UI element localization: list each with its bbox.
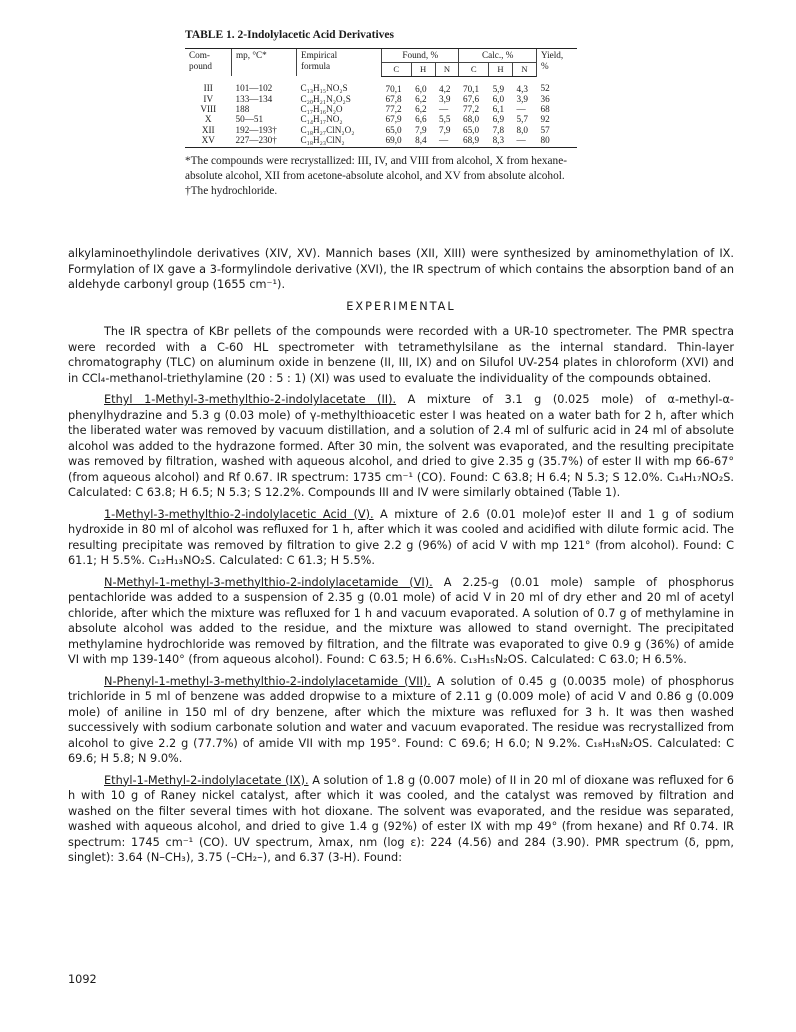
intro-paragraph: alkylaminoethylindole derivatives (XIV, XV). Mannich bases (XII, XIII) were synthesized by aminomethylation of IX. Formylation of IX gave a 3-formylindole derivative (XVI), the IR spectrum of which contains the absorption band of an aldehyde carbonyl group (1655 cm⁻¹). <box>68 247 734 291</box>
table-cell: 7,8 <box>492 124 505 135</box>
table-cell: 65,0 <box>385 124 402 135</box>
header-calc: Calc., % <box>459 48 537 62</box>
table-cell: 133—134 <box>235 93 273 104</box>
table-cell: 192—193† <box>235 124 277 135</box>
header-yield: Yield, % <box>537 48 578 76</box>
paragraph-body: A mixture of 3.1 g (0.025 mole) of α-methyl-α-phenylhydrazine and 5.3 g (0.03 mole) of γ-methylthioacetic ester I was heated on a water bath for 2 h, after which the liberated water was removed by vacuum distillation, and a solution of 2.4 ml of sulfuric acid in 24 ml of absolute alcohol was added to the hydrazone formed. After 30 min, the solvent was evaporated, and the resulting precipitate was removed by filtration, washed with aqueous alcohol, and dried to give 2.35 g (35.7%) of ester II with mp 66-67° (from aqueous alcohol) and Rf 0.67. IR spectrum: 1735 cm⁻¹ (CO). Found: C 63.8; H 6.4; N 5.3; S 12.0%. C₁₄H₁₇NO₂S. Calculated: C 63.8; H 6.5; N 5.3; S 12.2%. Compounds III and IV were similarly obtained (Table 1). <box>68 393 734 499</box>
footnote-hydrochloride: †The hydrochloride. <box>185 185 278 198</box>
table-cell: — <box>435 135 459 148</box>
paragraph-title: Ethyl 1-Methyl-3-methylthio-2-indolylacetate (II). <box>104 393 397 406</box>
table-cell: 68,0 <box>462 114 480 125</box>
table-cell: 68,9 <box>459 135 489 148</box>
table-cell: XV <box>185 135 232 148</box>
table-cell: 6,2 <box>415 93 427 104</box>
table-cell: 3,9 <box>439 93 451 104</box>
table-cell: 70,1 <box>385 83 402 94</box>
header-mp: mp, °C* <box>232 48 297 76</box>
table-cell: 4,3 <box>516 83 528 94</box>
table-cell: 4,2 <box>439 83 451 94</box>
table-cell: 7,9 <box>439 124 451 135</box>
table-cell: 6,9 <box>492 114 505 125</box>
table-cell: 101—102 <box>235 83 273 94</box>
paragraph-title: N-Methyl-1-methyl-3-methylthio-2-indolylacetamide (VI). <box>104 575 433 589</box>
table-cell: 80 <box>537 135 578 148</box>
table-cell: 3,9 <box>516 93 528 104</box>
header-calc-n: N <box>513 62 537 76</box>
paragraph-compound-vii <box>68 674 734 767</box>
table-cell: 188 <box>235 104 250 115</box>
table-cell: — <box>516 104 526 115</box>
table-cell: 8,3 <box>489 135 513 148</box>
table-cell: 57 <box>540 124 550 135</box>
paragraph-body: A solution of 0.45 g (0.0035 mole) of phosphorus trichloride in 5 ml of benzene was added dropwise to a mixture of 2.11 g (0.009 mole) of acid V and 0.86 g (0.009 mole) of aniline in 150 ml of dry benzene, after which the mixture was refluxed for 3 h. It was then washed successively with sodium carbonate solution and water and vacuum evaporated. The residue was recrystallized from alcohol to give 2.2 g (77.7%) of amide VII with mp 195°. Found: C 69.6; H 6.0; N 9.2%. C₁₈H₁₈N₂OS. Calculated: C 69.6; H 5.8; N 9.0%. <box>68 674 734 765</box>
table-cell: 5,7 <box>516 114 528 125</box>
table-cell: 6,0 <box>492 93 505 104</box>
paragraph-body: A 2.25-g (0.01 mole) sample of phosphorus pentachloride was added to a suspension of 2.35 g (0.01 mole) of acid V in 20 ml of dry ether and 20 ml of acetyl chloride, after which the mixture was refluxed for 1 h and vacuum evaporated. A solution of 0.7 g of methylamine in absolute alcohol was added to the residue, and the mixture was allowed to stand overnight. The precipitated methylamine hydrochloride was removed by filtration, and the filtrate was evaporated to give 0.9 g (36%) of amide VI with mp 139-140° (from aqueous alcohol). Found: C 63.5; H 6.6%. C₁₃H₁₅N₂OS. Calculated: C 63.0; H 6.5%. <box>68 575 735 666</box>
table-body <box>185 76 577 148</box>
table-cell: III <box>203 83 213 94</box>
table-cell: C₁₈H₂₇ClN₂O₂ <box>300 124 355 135</box>
table-cell: C₁₈H₂₃ClN₂ <box>297 135 382 148</box>
table-cell: C₁₃H₁₅NO₂S <box>300 83 348 94</box>
header-calc-h: H <box>489 62 513 76</box>
paragraph-compound-v <box>68 507 734 569</box>
table-footnotes <box>185 154 577 199</box>
main-text <box>68 246 734 872</box>
table-cell: VIII <box>200 104 217 115</box>
table-row <box>185 104 577 114</box>
paragraph-methods <box>68 324 734 386</box>
table-row <box>185 76 577 94</box>
table-cell: C₂₀H₂₁N₂O₂S <box>300 93 351 104</box>
paragraph-title: 1-Methyl-3-methylthio-2-indolylacetic Acid (V). <box>104 507 374 521</box>
table-row <box>185 114 577 124</box>
table-cell: 77,2 <box>385 104 402 115</box>
paragraph-compound-ii <box>68 392 734 501</box>
table-cell: 92 <box>540 114 550 125</box>
table-cell: C₁₇H₁₆N₂O <box>300 104 343 115</box>
data-table <box>185 48 577 149</box>
experimental-heading: EXPERIMENTAL <box>346 299 456 313</box>
footnote-recrystallization: *The compounds were recrystallized: III, IV, and VIII from alcohol, X from hexane-absolute alcohol, XII from acetone-absolute alcohol, and XV from absolute alcohol. <box>185 155 567 183</box>
table-cell: — <box>439 104 449 115</box>
paragraph-title: N-Phenyl-1-methyl-3-methylthio-2-indolylacetamide (VII). <box>104 674 431 688</box>
table-cell: 227—230† <box>232 135 297 148</box>
table-cell: 6,1 <box>492 104 505 115</box>
header-found-n: N <box>435 62 459 76</box>
page-number: 1092 <box>68 973 97 986</box>
table-cell: X <box>204 114 212 125</box>
header-calc-c: C <box>459 62 489 76</box>
table-cell: 70,1 <box>462 83 480 94</box>
table-cell: 69,0 <box>382 135 412 148</box>
table-cell: 67,8 <box>385 93 402 104</box>
table-cell: 5,5 <box>439 114 451 125</box>
paragraph-compound-vi <box>68 575 734 668</box>
paragraph-body: The IR spectra of KBr pellets of the compounds were recorded with a UR-10 spectrometer. The PMR spectra were recorded with a C-60 HL spectrometer with tetramethylsilane as the internal standard. Thin-layer chromatography (TLC) on aluminum oxide in benzene (II, III, IX) and on Silufol UV-254 plates in chloroform (XVI) and in CCl₄-methanol-triethylamine (20 : 5 : 1) (XI) was used to evaluate the individuality of the compounds obtained. <box>68 325 734 385</box>
paragraph-body: A mixture of 2.6 (0.01 mole)of ester II and 1 g of sodium hydroxide in 80 ml of alcohol was refluxed for 1 h, after which it was cooled and acidified with dilute formic acid. The resulting precipitate was removed by filtration to give 2.2 g (96%) of acid V with mp 121° (from alcohol). Found: C 61.1; H 5.5%. C₁₂H₁₃NO₂S. Calculated: C 61.3; H 5.5%. <box>68 507 734 567</box>
table-row <box>185 135 577 148</box>
table-cell: 67,9 <box>385 114 402 125</box>
table-cell: 36 <box>540 93 550 104</box>
table-row <box>185 94 577 104</box>
table-cell: 50—51 <box>235 114 264 125</box>
table-cell: 8,0 <box>516 124 528 135</box>
table-cell: 67,6 <box>462 93 480 104</box>
header-found-c: C <box>382 62 412 76</box>
table-cell: 65,0 <box>462 124 480 135</box>
header-formula: Empirical formula <box>297 48 382 76</box>
table-cell: 8,4 <box>411 135 435 148</box>
table-cell: 5,9 <box>492 83 505 94</box>
paragraph-body: A solution of 1.8 g (0.007 mole) of II in 20 ml of dioxane was refluxed for 6 h with 10 g of Raney nickel catalyst, after which it was cooled, and the catalyst was removed by filtration and washed on the filter several times with hot dioxane. The solvent was evaporated, and the residue was separated, washed with aqueous alcohol, and dried to give 1.4 g (92%) of ester IX with mp 49° (from hexane) and Rf 0.74. IR spectrum: 1745 cm⁻¹ (CO). UV spectrum, λmax, nm (log ε): 224 (4.56) and 284 (3.90). PMR spectrum (δ, ppm, singlet): 3.64 (N–CH₃), 3.75 (–CH₂–), and 6.37 (3-H). Found: <box>68 773 734 864</box>
table-cell: 6,0 <box>415 83 427 94</box>
table-cell: 6,6 <box>415 114 427 125</box>
table-title: TABLE 1. 2-Indolylacetic Acid Derivatives <box>185 29 395 41</box>
table-cell: 6,2 <box>415 104 427 115</box>
table-cell: XII <box>201 124 215 135</box>
table-cell: — <box>513 135 537 148</box>
table-cell: IV <box>203 93 214 104</box>
table-row <box>185 125 577 135</box>
table-cell: 7,9 <box>415 124 427 135</box>
paragraph-compound-ix <box>68 773 734 866</box>
table-cell: 68 <box>540 104 550 115</box>
table-cell: C₁₄H₁₇NO₂ <box>300 114 343 125</box>
header-found: Found, % <box>382 48 459 62</box>
table-cell: 52 <box>540 83 550 94</box>
header-found-h: H <box>411 62 435 76</box>
header-compound: Com- pound <box>185 48 232 76</box>
table-block <box>185 28 577 199</box>
table-cell: 77,2 <box>462 104 480 115</box>
paragraph-title: Ethyl-1-Methyl-2-indolylacetate (IX). <box>104 773 309 787</box>
